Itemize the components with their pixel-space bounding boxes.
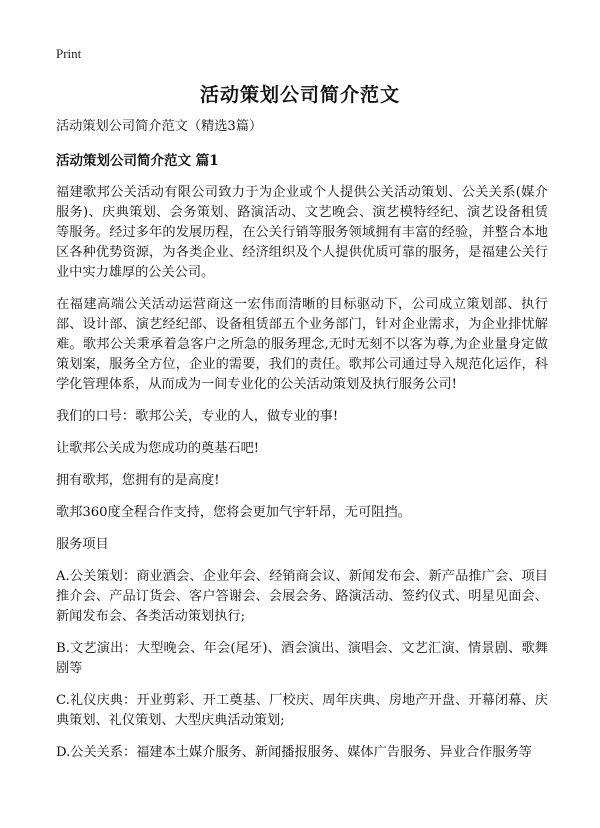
- service-item-d: D.公关关系：福建本土媒介服务、新闻播报服务、媒体广告服务、异业合作服务等: [56, 745, 532, 760]
- document-subtitle: 活动策划公司简介范文（精选3篇）: [56, 119, 263, 134]
- services-heading: 服务项目: [56, 537, 109, 552]
- service-item-c: C.礼仪庆典：开业剪彩、开工奠基、厂校庆、周年庆典、房地产开盘、开幕闭幕、庆典策划、礼仪策划、大型庆典活动策划;: [56, 693, 548, 728]
- paragraph-slogan: 我们的口号：歌邦公关，专业的人，做专业的事!: [56, 409, 339, 424]
- paragraph-intro: 福建歌邦公关活动有限公司致力于为企业或个人提供公关活动策划、公关关系(媒介服务)、庆典策划、会务策划、路演活动、文艺晚会、演艺模特经纪、演艺设备租赁等服务。经过多年的发展历程，在公关行销等服务领域拥有丰富的经验，并整合本地区各种优势资源，为各类企业、经济组织及个人提供优质可靠的服务，是福建公关行业中实力雄厚的公关公司。: [56, 185, 548, 280]
- print-label: Print: [56, 46, 82, 61]
- paragraph-departments: 在福建高端公关活动运营商这一宏伟而清晰的目标驱动下，公司成立策划部、执行部、设计部、演艺经纪部、设备租赁部五个业务部门，针对企业需求，为企业排忧解难。歌邦公关秉承着急客户之所急的服务理念,无时无刻不以客为尊,为企业量身定做策划案，服务全方位，企业的需要，我们的责任。歌邦公司通过导入规范化运作，科学化管理体系，从而成为一间专业化的公关活动策划及执行服务公司!: [56, 297, 548, 392]
- service-item-b: B.文艺演出：大型晚会、年会(尾牙)、酒会演出、演唱会、文艺汇演、情景剧、歌舞剧等: [56, 641, 548, 676]
- section-heading: 活动策划公司简介范文 篇1: [56, 153, 219, 169]
- paragraph-cornerstone: 让歌邦公关成为您成功的奠基石吧!: [56, 441, 260, 456]
- page-title: 活动策划公司简介范文: [199, 84, 400, 106]
- paragraph-height: 拥有歌邦，您拥有的是高度!: [56, 473, 220, 488]
- service-item-a: A.公关策划：商业酒会、企业年会、经销商会议、新闻发布会、新产品推广会、项目推介会、产品订货会、客户答谢会、会展会务、路演活动、签约仪式、明星见面会、新闻发布会、各类活动策划执行;: [56, 569, 548, 624]
- document-body: [56, 117, 548, 775]
- paragraph-support: 歌邦360度全程合作支持，您将会更加气宇轩昂，无可阻挡。: [56, 505, 411, 520]
